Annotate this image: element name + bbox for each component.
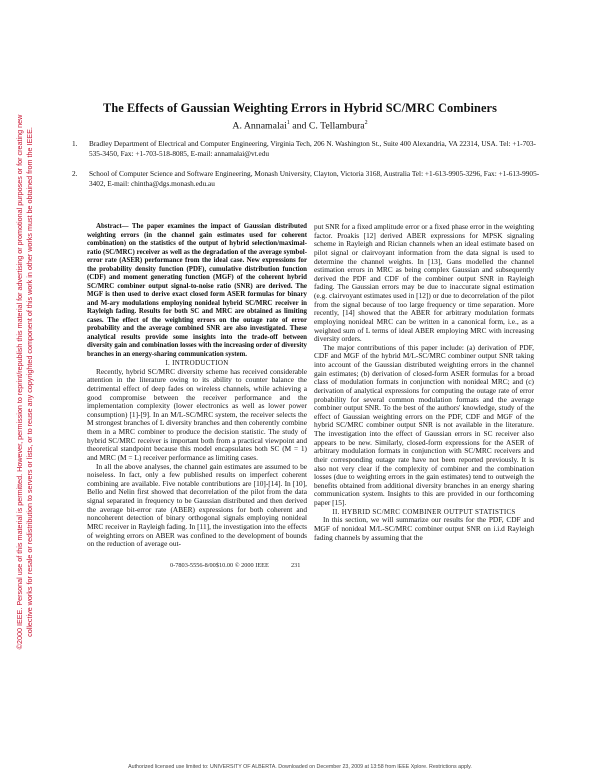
paper-title: The Effects of Gaussian Weighting Errors in Hybrid SC/MRC Combiners — [103, 101, 497, 115]
author-1-mark: 1 — [286, 120, 290, 126]
author-2: and C. Tellambura — [289, 120, 365, 132]
copyright-line-1: ©2000 IEEE. Personal use of this material is permitted. However, permission to reprint/republish this material for advertising or promotional purposes or for creating new — [15, 114, 24, 650]
author-2-mark: 2 — [364, 120, 368, 126]
right-column — [314, 223, 534, 542]
section-1-heading: I. INTRODUCTION — [165, 359, 229, 367]
download-notice: Authorized licensed use limited to: UNIVERSITY OF ALBERTA. Downloaded on December 23, 2009 at 13:58 from IEEE Xplore. Restrictions apply. — [128, 764, 472, 770]
affiliation-1-text: Bradley Department of Electrical and Computer Engineering, Virginia Tech, 206 N. Washington St., Suite 400 Alexandria, VA 22314, USA. Tel: +1-703-535-3450, Fax: +1-703-518-8085, E-mail: annamalai@vt.edu — [89, 139, 536, 158]
affiliation-1 — [72, 139, 542, 158]
intro-paragraph-3: put SNR for a fixed amplitude error or a fixed phase error in the weighting factor. Proakis [12] derived ABER expressions for MPSK signaling scheme in Rayleigh and Rician channels when an ideal estimate based on pilot signal or clairvoyant information from the data signal is used to determine the channel weights. In [13], Gans modelled the channel estimation errors in MRC as being complex Gaussian and subsequently derived the PDF and CDF of the combiner output SNR in Rayleigh fading. The Gaussian errors may be due to inaccurate signal estimation (e.g. clairvoyant estimates used in [12]) or due to decorrelation of the pilot from the signal because of too large frequency or time separation. More recently, [14] showed that the ABER for arbitrary modulation formats employing nonideal MRC can be written in a canonical form, i.e., as a weighted sum of L terms of ideal ABER employing MRC with increasing diversity orders. — [314, 222, 534, 344]
affiliation-2-number: 2. — [72, 169, 78, 178]
affiliation-2 — [72, 169, 542, 188]
copyright-line-2: collective works for resale or redistribution to servers or lists, or to reuse any copyrighted component of this work in other works must be obtained from the IEEE. — [25, 127, 34, 637]
contributions-paragraph: The major contributions of this paper include: (a) derivation of PDF, CDF and MGF of the hybrid M/L-SC/MRC combiner output SNR taking into account of the Gaussian distributed weighting errors in the channel gain estimates; (b) derivation of closed-form ASER formulas for a broad class of modulation formats in conjunction with nonideal MRC; and (c) derivation of analytical expressions for computing the outage rate of error probability for several common modulation formats and the average combiner output SNR. To the best of the authors' knowledge, study of the effect of Gaussian weighting errors on the PDF, CDF and MGF of the hybrid SC/MRC combiner output SNR is not available in the literature. The investigation into the effect of Gaussian errors in SC receiver also appears to be new. Similarly, closed-form expressions for the ASER of arbitrary modulation formats in conjunction with SC/MRC receivers and their corresponding outage rate have not been reported previously. It is also not very clear if the complexity of combiner and the combination losses (due to weighting errors in the gain estimates) tend to outweigh the benefits obtained from additional diversity branches in an energy sharing communication system. Insights to this are provided in our forthcoming paper [15]. — [314, 342, 534, 507]
copyright-side-notice — [15, 32, 35, 732]
intro-paragraph-1: Recently, hybrid SC/MRC diversity scheme has received considerable attention in the literature owing to its ability to counter balance the detrimental effect of deep fades on wireless channels, while achieving a good compromise between the receiver performance and the implementation complexity (lower electronics as well as lower power consumption) [1]-[9]. In an M/L-SC/MRC system, the receiver selects the M strongest branches of L diversity branches and then coherently combine them in a MRC combiner to produce the decision statistic. The study of hybrid SC/MRC receiver is important both from a practical viewpoint and theoretical standpoint because this model encapsulates both SC (M = 1) and MRC (M = L) receiver performance as limiting cases. — [87, 366, 307, 462]
author-line — [0, 120, 600, 131]
intro-paragraph-2: In all the above analyses, the channel gain estimates are assumed to be noiseless. In fact, only a few published results on imperfect coherent combining are available. Five notable contributions are [10]-[14]. In [10], Bello and Nelin first showed that decorrelation of the pilot from the data signal separated in frequency to be Gaussian distributed and then derived the average bit-error rate (ABER) expressions for both coherent and noncoherent detection of binary orthogonal signals employing nonideal MRC receiver in Rayleigh fading. In [11], the investigation into the effects of weighting errors on ABER was confined to the development of bounds on the reduction of average out- — [87, 461, 307, 549]
author-1: A. Annamalai — [232, 120, 287, 132]
section-2-heading: II. HYBRID SC/MRC COMBINER OUTPUT STATISTICS — [332, 507, 516, 516]
isbn-footer: 0-7803-5556-8/00$10.00 © 2000 IEEE — [170, 562, 269, 569]
abstract: Abstract— The paper examines the impact of Gaussian distributed weighting errors (in the channel gain estimates used for coherent combination) on the statistics of the output of hybrid selection/maximal-ratio (SC/MRC) receiver as well as the degradation of the average symbol-error rate (ASER) performance from the ideal case. New expressions for the probability density function (PDF), cumulative distribution function (CDF) and moment generating function (MGF) of the coherent hybrid SC/MRC combiner output signal-to-noise ratio (SNR) are derived. The MGF is then used to derive exact closed form ASER formulas for binary and M-ary modulations employing nonideal hybrid SC/MRC receiver in Rayleigh fading. Results for both SC and MRC are obtained as limiting cases. The effect of the weighting errors on the outage rate of error probability and the average combined SNR are also investigated. These analytical results provide some insights into the trade-off between diversity gain and combination losses with the increasing order of diversity branches in an energy-sharing communication system. — [87, 223, 307, 358]
affiliation-2-text: School of Computer Science and Software Engineering, Monash University, Clayton, Victoria 3168, Australia Tel: +1-613-9905-3296, Fax: +1-613-9905-3402, E-mail: chintha@dgs.monash.edu.au — [89, 169, 540, 188]
page-number: 231 — [291, 562, 301, 569]
affiliation-1-number: 1. — [72, 139, 78, 148]
section-2-paragraph: In this section, we will summarize our results for the PDF, CDF and MGF of nonideal M/L-SC/MRC combiner output SNR on i.i.d Rayleigh fading channels by assuming that the — [314, 515, 534, 542]
left-column — [87, 223, 307, 549]
